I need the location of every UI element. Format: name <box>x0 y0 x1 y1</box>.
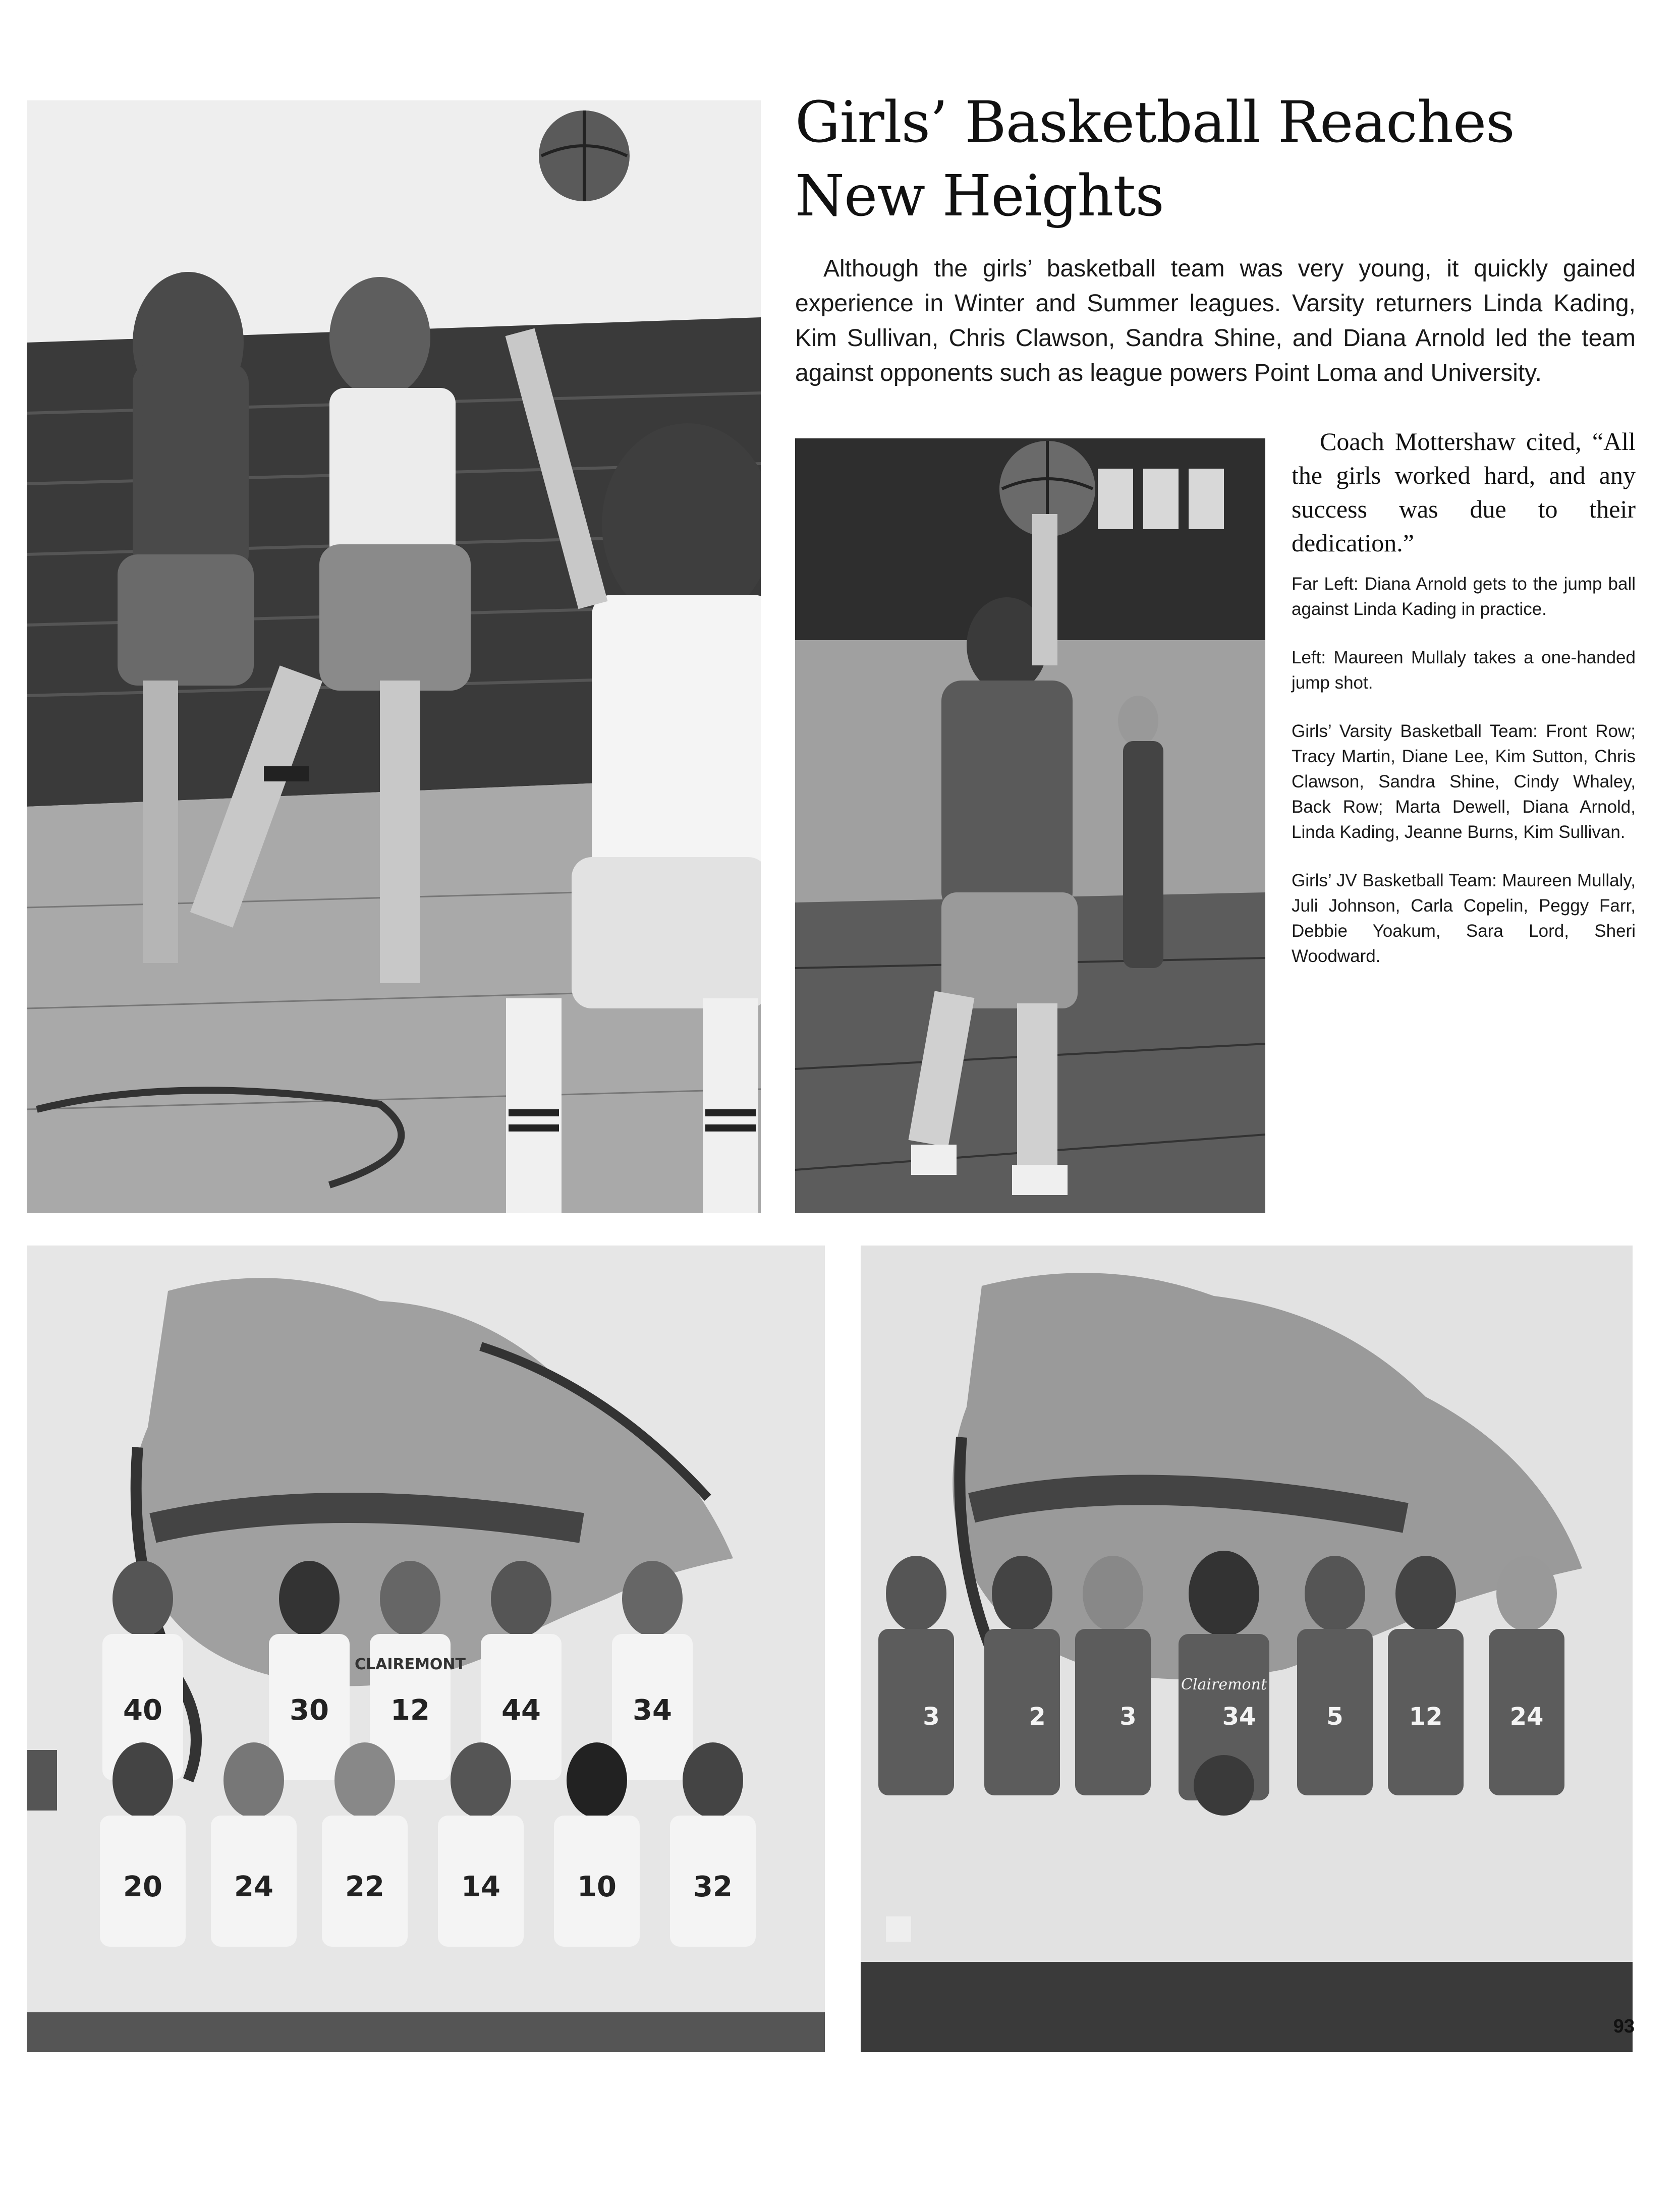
caption-far-left: Far Left: Diana Arnold gets to the jump ball against Linda Kading in practice. <box>1292 574 1636 619</box>
photo-jump-shot <box>795 438 1265 1213</box>
jersey-number: 12 <box>1409 1703 1443 1731</box>
jersey-number: 34 <box>1222 1703 1256 1731</box>
jersey-number: 5 <box>1326 1703 1343 1731</box>
jersey-number: 34 <box>633 1694 672 1727</box>
headline: Girls’ Basketball Reaches New Heights <box>795 90 1515 229</box>
jersey-number: 24 <box>1509 1703 1544 1731</box>
jersey-number: 12 <box>390 1694 430 1727</box>
photo-jump-ball <box>27 100 761 1213</box>
jersey-lettering: Clairemont <box>1181 1676 1267 1693</box>
jersey-number: 32 <box>693 1871 733 1903</box>
jersey-number: 24 <box>234 1871 273 1903</box>
page-number: 93 <box>1613 2016 1635 2037</box>
intro-paragraph: Although the girls’ basketball team was very young, it quickly gained experience in Winter and Summer leagues. Varsity returners Linda Kading, Kim Sullivan, Chris Clawson, Sandra Shine, and Diana Arnold led the team against opponents such as league powers Point Loma and University. <box>795 255 1636 386</box>
caption-varsity-team: Girls’ Varsity Basketball Team: Front Row; Tracy Martin, Diane Lee, Kim Sutton, Chris Clawson, Sandra Shine, Cindy Whaley, Back Row; Marta Dewell, Diana Arnold, Linda Kading, Jeanne Burns, Kim Sullivan. <box>1292 721 1636 842</box>
jersey-number: 3 <box>923 1703 940 1731</box>
jersey-number: 10 <box>577 1871 617 1903</box>
caption-jv-team: Girls’ JV Basketball Team: Maureen Mullaly, Juli Johnson, Carla Copelin, Peggy Farr, Debbie Yoakum, Sara Lord, Sheri Woodward. <box>1292 871 1636 966</box>
jersey-number: 3 <box>1119 1703 1137 1731</box>
jersey-number: 22 <box>345 1871 384 1903</box>
photo-varsity-team <box>27 1246 825 2052</box>
coach-quote: Coach Mottershaw cited, “All the girls worked hard, and any success was due to their dedication.” <box>1292 427 1636 557</box>
jersey-number: 30 <box>290 1694 329 1727</box>
jersey-number: 2 <box>1029 1703 1046 1731</box>
jersey-lettering: CLAIREMONT <box>354 1656 466 1673</box>
jersey-number: 40 <box>123 1694 162 1727</box>
jersey-number: 20 <box>123 1871 162 1903</box>
jersey-number: 44 <box>501 1694 541 1727</box>
photo-jv-team <box>861 1246 1633 2052</box>
photo-captions <box>1292 572 1636 992</box>
caption-left: Left: Maureen Mullaly takes a one-handed jump shot. <box>1292 648 1636 693</box>
jersey-number: 14 <box>461 1871 500 1903</box>
